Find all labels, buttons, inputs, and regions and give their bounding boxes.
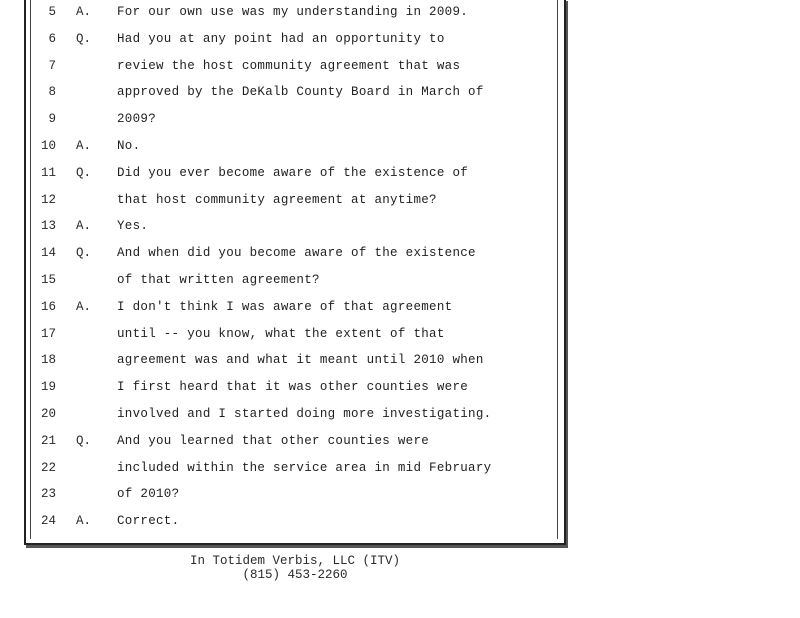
line-text: I don't think I was aware of that agreement: [117, 299, 453, 314]
transcript-line: [0, 376, 560, 398]
transcript-line: [0, 189, 560, 211]
line-number: 21: [40, 433, 56, 448]
transcript-line: [0, 28, 560, 50]
line-number: 8: [48, 85, 56, 100]
transcript-line: [0, 403, 560, 425]
line-number: 5: [48, 5, 56, 19]
line-number: 17: [40, 326, 56, 341]
transcript-line: [0, 430, 560, 452]
transcript-line: [0, 323, 560, 345]
line-number: 10: [40, 139, 56, 153]
transcript-line: [0, 55, 560, 77]
line-text: included within the service area in mid February: [117, 460, 492, 475]
transcript-line: [0, 108, 560, 130]
line-number: 22: [40, 460, 56, 475]
line-number: 13: [40, 219, 56, 234]
line-text: For our own use was my understanding in 2009.: [117, 5, 469, 19]
line-text: Did you ever become aware of the existence of: [117, 165, 469, 180]
line-text: until -- you know, what the extent of that: [117, 326, 445, 341]
line-text: agreement was and what it meant until 2010 when: [117, 353, 484, 368]
speaker-label: A.: [76, 139, 92, 153]
line-text: that host community agreement at anytime?: [117, 192, 437, 207]
line-text: of that written agreement?: [117, 273, 320, 287]
line-text: 2009?: [117, 112, 157, 127]
transcript-line: [0, 135, 560, 157]
line-number: 14: [40, 246, 56, 261]
line-number: 11: [40, 165, 56, 180]
line-number: 6: [48, 31, 56, 46]
line-number: 24: [40, 514, 56, 529]
line-number: 16: [40, 299, 56, 314]
line-text: review the host community agreement that was: [117, 58, 461, 73]
line-text: Correct.: [117, 514, 180, 529]
line-text: And when did you become aware of the existence: [117, 246, 476, 261]
line-text: involved and I started doing more investigating.: [117, 407, 492, 421]
line-text: Yes.: [117, 219, 149, 234]
line-number: 23: [40, 487, 56, 502]
transcript-line: [0, 349, 560, 371]
line-text: And you learned that other counties were: [117, 433, 430, 448]
transcript-line: [0, 510, 560, 532]
footer-phone: (815) 453-2260: [242, 568, 348, 582]
line-number: 18: [40, 353, 56, 368]
transcript-line: [0, 269, 560, 291]
transcript-line: [0, 296, 560, 318]
line-number: 12: [40, 192, 56, 207]
line-number: 15: [40, 273, 56, 287]
transcript-line: [0, 215, 560, 237]
line-number: 20: [40, 407, 56, 421]
line-text: approved by the DeKalb County Board in March of: [117, 85, 484, 100]
transcript-line: [0, 162, 560, 184]
speaker-label: Q.: [76, 165, 92, 180]
line-number: 7: [48, 58, 56, 73]
transcript-line: [0, 81, 560, 103]
line-text: Had you at any point had an opportunity to: [117, 31, 445, 46]
speaker-label: Q.: [76, 246, 92, 261]
line-text: No.: [117, 139, 141, 153]
speaker-label: A.: [76, 514, 92, 529]
transcript-line: [0, 1, 560, 23]
speaker-label: A.: [76, 299, 92, 314]
speaker-label: A.: [76, 219, 92, 234]
transcript-line: [0, 483, 560, 505]
footer-company: In Totidem Verbis, LLC (ITV): [189, 554, 401, 568]
speaker-label: Q.: [76, 31, 92, 46]
line-number: 9: [48, 112, 56, 127]
line-number: 19: [40, 380, 56, 395]
speaker-label: Q.: [76, 433, 92, 448]
line-text: I first heard that it was other counties were: [117, 380, 469, 395]
line-text: of 2010?: [117, 487, 180, 502]
transcript-line: [0, 242, 560, 264]
page-footer: [150, 554, 440, 582]
transcript-line: [0, 457, 560, 479]
speaker-label: A.: [76, 5, 92, 19]
